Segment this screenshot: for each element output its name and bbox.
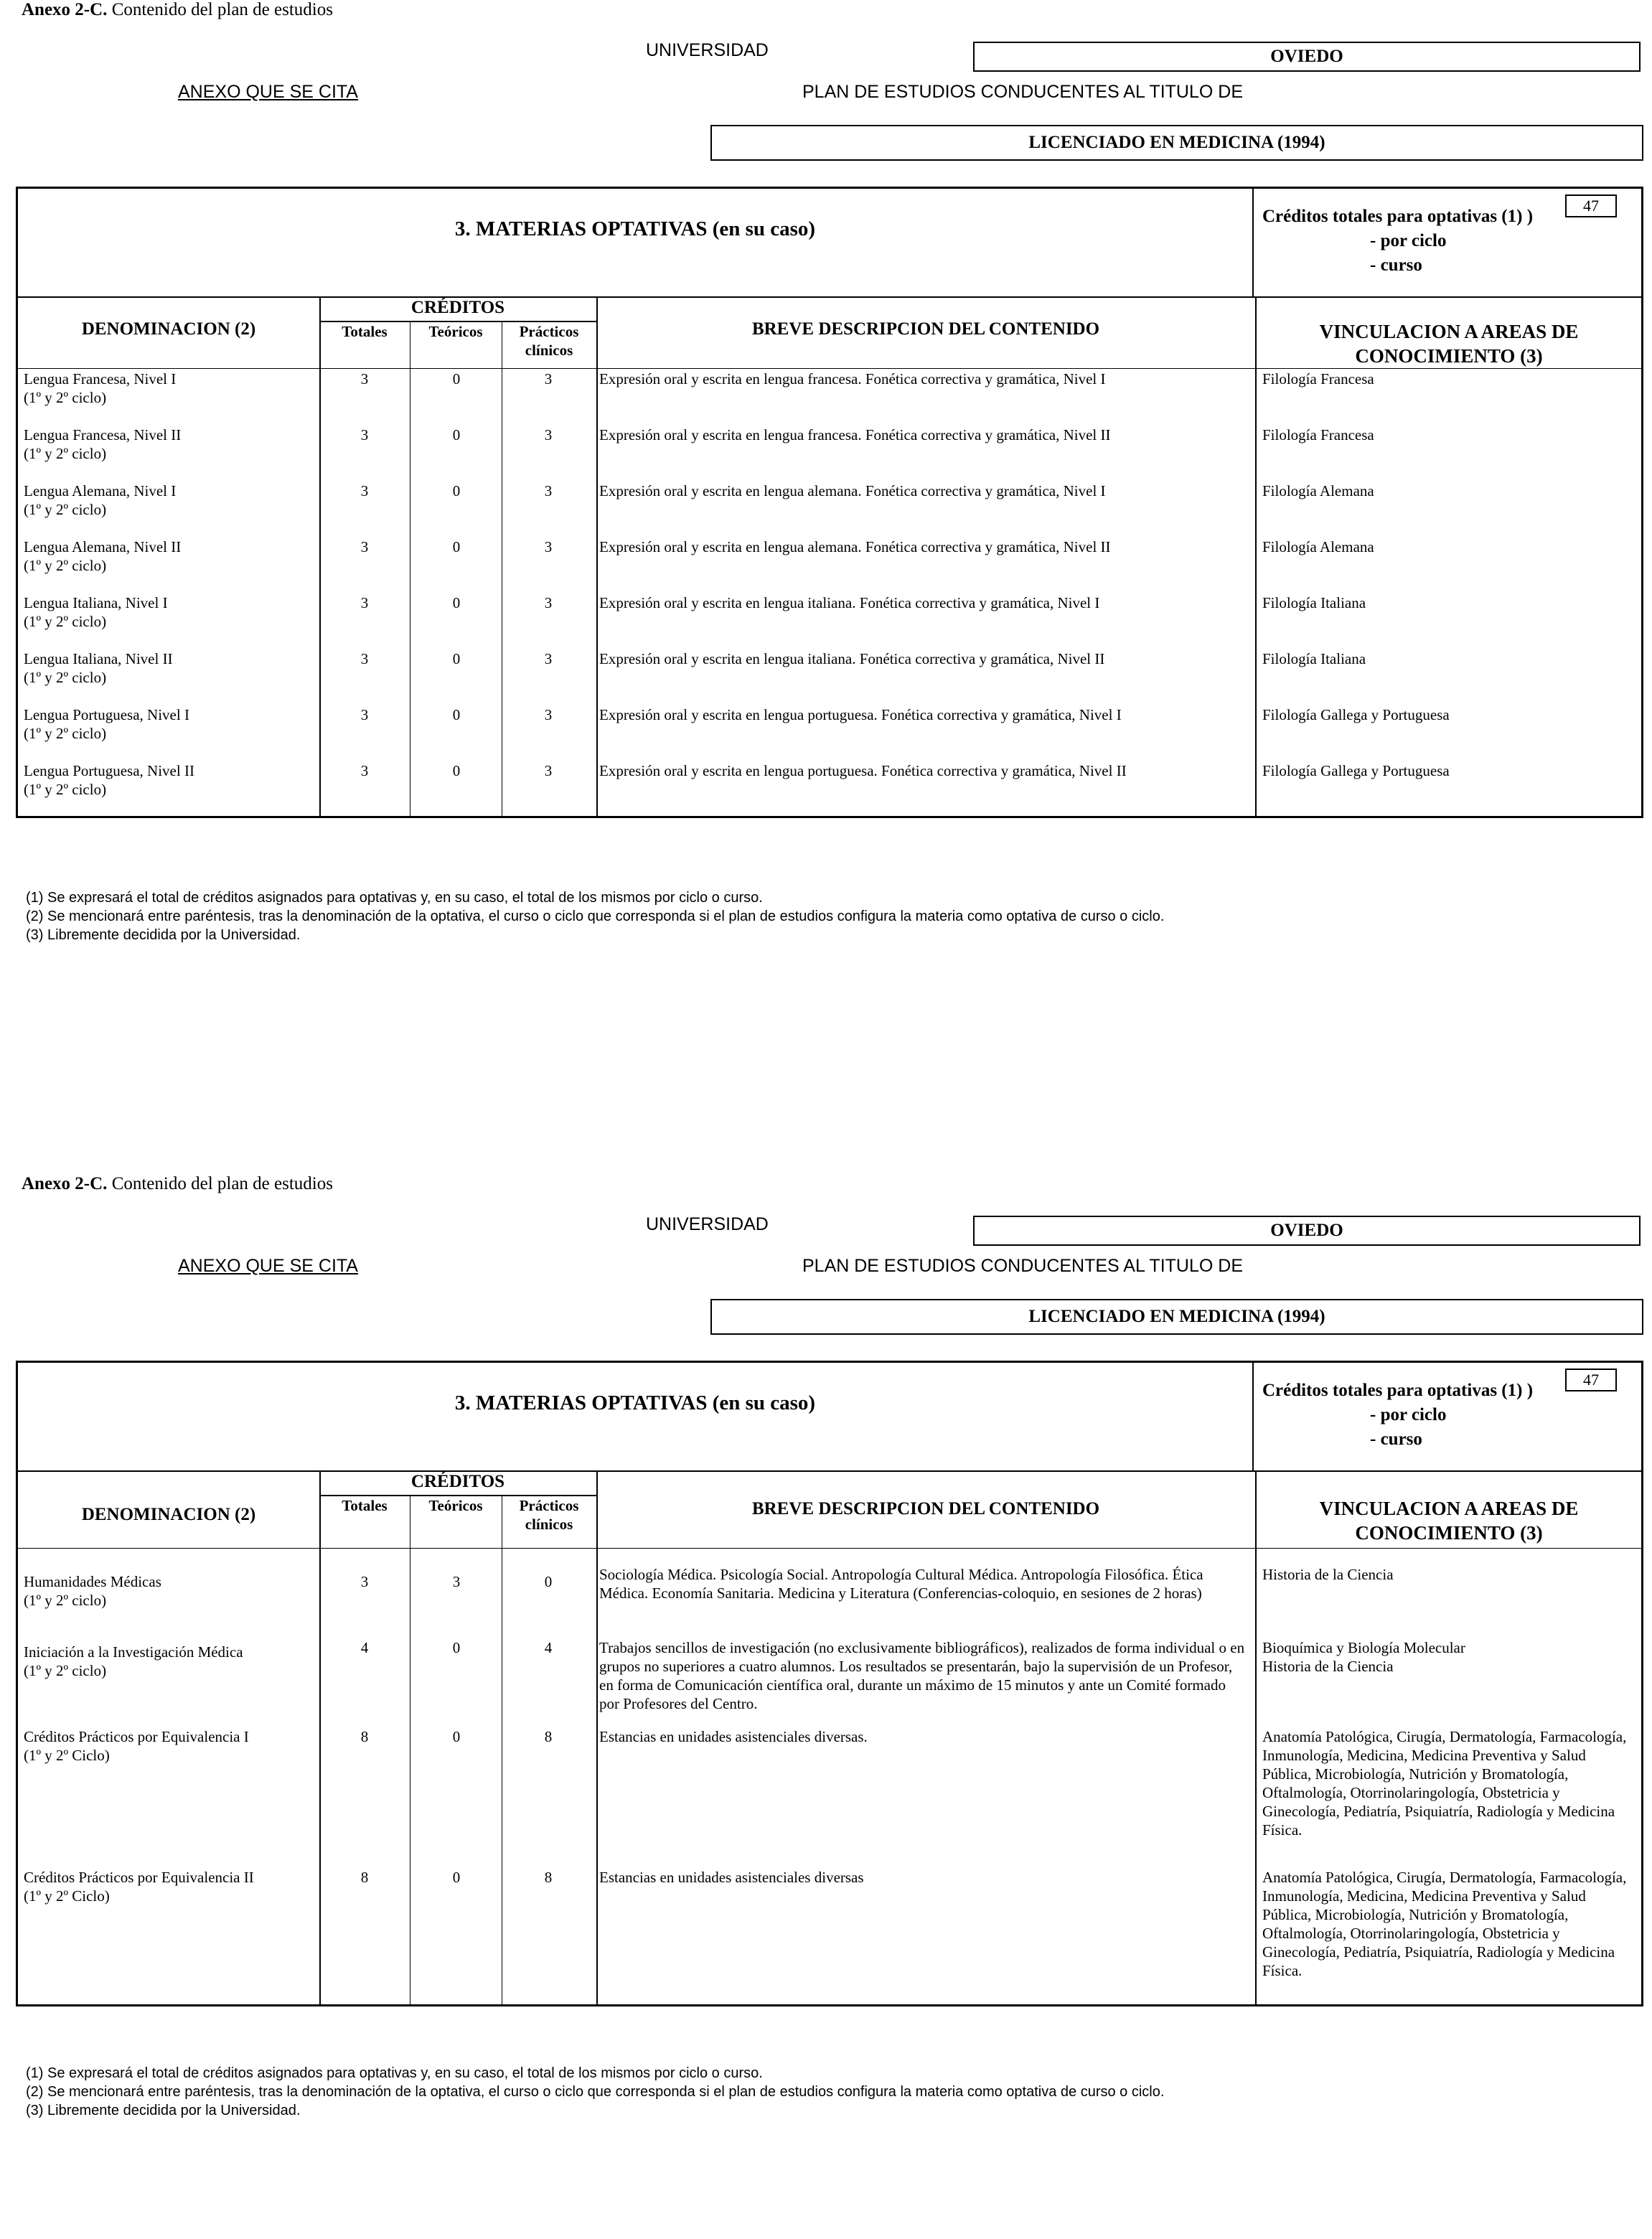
optativas-table: [16, 187, 1643, 818]
row-cycle: (1º y 2º ciclo): [24, 781, 107, 798]
header-divider: [1252, 189, 1254, 296]
col-vinculacion-line1: VINCULACION A AREAS DE: [1319, 1498, 1579, 1519]
col-creditos: CRÉDITOS: [410, 1472, 505, 1491]
col-vinculacion-line2: CONOCIMIENTO (3): [1355, 345, 1543, 367]
row-description: Expresión oral y escrita en lengua alemana. Fonética correctiva y gramática, Nivel II: [599, 538, 1111, 555]
curso-label: - curso: [1370, 255, 1422, 275]
row-practicos: 3: [544, 426, 553, 443]
universidad-box: OVIEDO: [973, 42, 1641, 72]
row-description: Estancias en unidades asistenciales diversas.: [599, 1728, 868, 1745]
row-totales: 3: [360, 762, 369, 779]
col-practicos-line2: clínicos: [525, 1516, 573, 1533]
plan-label: PLAN DE ESTUDIOS CONDUCENTES AL TITULO DE: [802, 1256, 1244, 1276]
row-teoricos: 0: [452, 1639, 461, 1656]
footnotes: [26, 888, 1164, 944]
row-area: Filología Italiana: [1262, 650, 1366, 667]
creditos-totales-value: 47: [1565, 194, 1617, 217]
table-top-header: [18, 1363, 1641, 1472]
annex-subtitle: Contenido del plan de estudios: [111, 0, 333, 19]
row-cycle: (1º y 2º ciclo): [24, 613, 107, 630]
col-line-5: [1255, 296, 1257, 818]
footnote-3: (3) Libremente decidida por la Universidad.: [26, 2103, 301, 2118]
col-practicos: [502, 322, 596, 360]
section-title: 3. MATERIAS OPTATIVAS (en su caso): [454, 1391, 816, 1414]
row-area: Filología Francesa: [1262, 370, 1374, 388]
plan-label: PLAN DE ESTUDIOS CONDUCENTES AL TITULO DE: [802, 82, 1244, 102]
row-practicos: 3: [544, 650, 553, 667]
row-totales: 3: [360, 426, 369, 443]
row-practicos: 8: [544, 1728, 553, 1745]
creditos-totales: [1262, 1379, 1533, 1452]
row-description: Sociología Médica. Psicología Social. Antropología Cultural Médica. Antropología Filosófica. Ética Médica. Economía Sanitaria. Medicina y Literatura (Conferencias-coloquio, en sesiones de 2 horas): [599, 1566, 1203, 1602]
col-totales: Totales: [342, 1497, 388, 1514]
row-name-text: Lengua Francesa, Nivel II: [24, 426, 182, 443]
row-name-text: Lengua Italiana, Nivel II: [24, 650, 173, 667]
footnote-1: (1) Se expresará el total de créditos asignados para optativas y, en su caso, el total de los mismos por ciclo o curso.: [26, 2065, 763, 2081]
row-name: [24, 761, 318, 799]
row-teoricos: 0: [452, 1728, 461, 1745]
col-teoricos: Teóricos: [428, 323, 483, 340]
row-area: Filología Alemana: [1262, 482, 1374, 499]
row-teoricos: 0: [452, 1869, 461, 1886]
footnote-1: (1) Se expresará el total de créditos asignados para optativas y, en su caso, el total de los mismos por ciclo o curso.: [26, 890, 763, 906]
annex-number: Anexo 2-C.: [22, 1174, 108, 1193]
col-vinculacion-line1: VINCULACION A AREAS DE: [1319, 321, 1579, 342]
universidad-label: UNIVERSIDAD: [646, 1214, 769, 1234]
row-name-text: Iniciación a la Investigación Médica: [24, 1643, 243, 1661]
row-name: [24, 649, 318, 687]
table-top-header: [18, 189, 1641, 298]
anexo-cita: ANEXO QUE SE CITA: [178, 82, 358, 102]
row-name: [24, 1572, 318, 1610]
col-line-4: [596, 1470, 598, 2006]
row-description: Estancias en unidades asistenciales diversas: [599, 1869, 864, 1886]
row-practicos: 3: [544, 538, 553, 555]
annex-title: [22, 1174, 333, 1194]
universidad-box: OVIEDO: [973, 1216, 1641, 1246]
col-denominacion: DENOMINACION (2): [81, 319, 256, 339]
col-practicos: [502, 1496, 596, 1534]
row-practicos: 8: [544, 1869, 553, 1886]
row-cycle: (1º y 2º Ciclo): [24, 1747, 110, 1764]
row-practicos: 3: [544, 594, 553, 611]
row-practicos: 3: [544, 370, 553, 388]
row-totales: 8: [360, 1728, 369, 1745]
row-name: [24, 370, 318, 407]
col-totales: Totales: [342, 323, 388, 340]
col-practicos-line2: clínicos: [525, 342, 573, 359]
row-cycle: (1º y 2º ciclo): [24, 501, 107, 518]
row-totales: 3: [360, 1573, 369, 1590]
document-page-2: [0, 1174, 1652, 2239]
footnotes: [26, 2064, 1164, 2120]
row-description: Trabajos sencillos de investigación (no exclusivamente bibliográficos), realizados de forma individual o en grupos no superiores a cuatro alumnos. Los resultados se presentarán, bajo la supervisión de un Profesor, en forma de Comunicación científica oral, durante un máximo de 15 minutos y ante un Comité formado por Profesores del Centro.: [599, 1639, 1245, 1712]
row-teoricos: 0: [452, 426, 461, 443]
col-vinculacion-line2: CONOCIMIENTO (3): [1355, 1522, 1543, 1544]
row-area: Bioquímica y Biología Molecular Historia de la Ciencia: [1262, 1639, 1465, 1675]
row-description: Expresión oral y escrita en lengua italiana. Fonética correctiva y gramática, Nivel II: [599, 650, 1105, 667]
curso-label: - curso: [1370, 1430, 1422, 1449]
col-practicos-line1: Prácticos: [519, 1497, 579, 1514]
row-teoricos: 0: [452, 650, 461, 667]
row-name-text: Créditos Prácticos por Equivalencia I: [24, 1728, 249, 1745]
optativas-table: [16, 1361, 1643, 2006]
annex-number: Anexo 2-C.: [22, 0, 108, 19]
col-vinculacion: [1255, 319, 1643, 368]
row-area: Anatomía Patológica, Cirugía, Dermatología, Farmacología, Inmunología, Medicina, Medicina Preventiva y Salud Pública, Microbiología, Nutrición y Bromatología, Oftalmología, Otorrinolaringología, Obstetricia y Ginecología, Pediatría, Psiquiatría, Radiología y Medicina Física.: [1262, 1869, 1627, 1979]
titulo-box: LICENCIADO EN MEDICINA (1994): [710, 1299, 1643, 1335]
row-description: Expresión oral y escrita en lengua portuguesa. Fonética correctiva y gramática, Nivel I: [599, 706, 1122, 723]
row-totales: 3: [360, 538, 369, 555]
row-name: [24, 538, 318, 575]
row-name-text: Lengua Alemana, Nivel I: [24, 482, 177, 499]
annex-title: [22, 0, 333, 20]
row-area: Filología Italiana: [1262, 594, 1366, 611]
row-name: [24, 593, 318, 631]
creditos-totales-value: 47: [1565, 1369, 1617, 1391]
header-bottom-line: [18, 1548, 1641, 1549]
col-line-4: [596, 296, 598, 818]
row-name: [24, 482, 318, 519]
footnote-3: (3) Libremente decidida por la Universidad.: [26, 927, 301, 943]
document-page-1: [0, 0, 1652, 1065]
row-name: [24, 705, 318, 743]
row-cycle: (1º y 2º ciclo): [24, 445, 107, 462]
row-totales: 3: [360, 650, 369, 667]
row-teoricos: 0: [452, 594, 461, 611]
row-name: [24, 1727, 318, 1765]
row-description: Expresión oral y escrita en lengua alemana. Fonética correctiva y gramática, Nivel I: [599, 482, 1106, 499]
row-name-text: Lengua Italiana, Nivel I: [24, 594, 168, 611]
col-practicos-line1: Prácticos: [519, 323, 579, 340]
col-descripcion: BREVE DESCRIPCION DEL CONTENIDO: [751, 1499, 1100, 1519]
row-area: Filología Gallega y Portuguesa: [1262, 706, 1450, 723]
row-totales: 3: [360, 370, 369, 388]
row-teoricos: 0: [452, 762, 461, 779]
row-area: Filología Alemana: [1262, 538, 1374, 555]
universidad-label: UNIVERSIDAD: [646, 40, 769, 60]
creditos-totales-label: Créditos totales para optativas (1) ): [1262, 1381, 1534, 1400]
row-description: Expresión oral y escrita en lengua francesa. Fonética correctiva y gramática, Nivel I: [599, 370, 1106, 388]
row-cycle: (1º y 2º ciclo): [24, 1662, 107, 1679]
row-practicos: 0: [544, 1573, 553, 1590]
section-title: 3. MATERIAS OPTATIVAS (en su caso): [454, 217, 816, 240]
col-line-5: [1255, 1470, 1257, 2006]
row-description: Expresión oral y escrita en lengua portuguesa. Fonética correctiva y gramática, Nivel II: [599, 762, 1127, 779]
row-teoricos: 0: [452, 370, 461, 388]
col-descripcion: BREVE DESCRIPCION DEL CONTENIDO: [751, 319, 1100, 339]
row-name-text: Lengua Alemana, Nivel II: [24, 538, 182, 555]
row-area: Filología Gallega y Portuguesa: [1262, 762, 1450, 779]
row-practicos: 3: [544, 482, 553, 499]
row-area: Filología Francesa: [1262, 426, 1374, 443]
row-area: Anatomía Patológica, Cirugía, Dermatología, Farmacología, Inmunología, Medicina, Medicina Preventiva y Salud Pública, Microbiología, Nutrición y Bromatología, Oftalmología, Otorrinolaringología, Obstetricia y Ginecología, Pediatría, Psiquiatría, Radiología y Medicina Física.: [1262, 1728, 1627, 1839]
row-practicos: 4: [544, 1639, 553, 1656]
por-ciclo-label: - por ciclo: [1370, 231, 1447, 250]
col-denominacion: DENOMINACION (2): [81, 1505, 256, 1524]
row-teoricos: 0: [452, 482, 461, 499]
header-divider: [1252, 1363, 1254, 1470]
row-name: [24, 1868, 318, 1905]
row-area: Historia de la Ciencia: [1262, 1566, 1394, 1583]
row-description: Expresión oral y escrita en lengua francesa. Fonética correctiva y gramática, Nivel II: [599, 426, 1111, 443]
col-teoricos: Teóricos: [428, 1497, 483, 1514]
row-practicos: 3: [544, 706, 553, 723]
row-name-text: Créditos Prácticos por Equivalencia II: [24, 1869, 254, 1886]
row-name: [24, 426, 318, 463]
row-teoricos: 0: [452, 538, 461, 555]
por-ciclo-label: - por ciclo: [1370, 1405, 1447, 1424]
row-totales: 3: [360, 594, 369, 611]
titulo-box: LICENCIADO EN MEDICINA (1994): [710, 125, 1643, 161]
row-cycle: (1º y 2º ciclo): [24, 725, 107, 742]
row-name-text: Lengua Portuguesa, Nivel II: [24, 762, 194, 779]
row-teoricos: 0: [452, 706, 461, 723]
col-creditos: CRÉDITOS: [410, 298, 505, 317]
header-bottom-line: [18, 368, 1641, 369]
row-totales: 3: [360, 706, 369, 723]
row-cycle: (1º y 2º ciclo): [24, 1592, 107, 1609]
row-cycle: (1º y 2º ciclo): [24, 389, 107, 406]
creditos-totales-label: Créditos totales para optativas (1) ): [1262, 207, 1534, 226]
row-name-text: Lengua Francesa, Nivel I: [24, 370, 177, 388]
row-name-text: Humanidades Médicas: [24, 1573, 161, 1590]
row-cycle: (1º y 2º ciclo): [24, 669, 107, 686]
footnote-2: (2) Se mencionará entre paréntesis, tras la denominación de la optativa, el curso o ciclo que corresponda si el plan de estudios configura la materia como optativa de curso o ciclo.: [26, 909, 1165, 924]
annex-subtitle: Contenido del plan de estudios: [111, 1174, 333, 1193]
row-cycle: (1º y 2º Ciclo): [24, 1887, 110, 1905]
row-name: [24, 1643, 318, 1680]
col-vinculacion: [1255, 1496, 1643, 1545]
row-totales: 3: [360, 482, 369, 499]
footnote-2: (2) Se mencionará entre paréntesis, tras la denominación de la optativa, el curso o ciclo que corresponda si el plan de estudios configura la materia como optativa de curso o ciclo.: [26, 2084, 1165, 2100]
creditos-totales: [1262, 205, 1533, 278]
row-totales: 4: [360, 1639, 369, 1656]
row-teoricos: 3: [452, 1573, 461, 1590]
row-practicos: 3: [544, 762, 553, 779]
row-name-text: Lengua Portuguesa, Nivel I: [24, 706, 189, 723]
row-cycle: (1º y 2º ciclo): [24, 557, 107, 574]
anexo-cita: ANEXO QUE SE CITA: [178, 1256, 358, 1276]
row-description: Expresión oral y escrita en lengua italiana. Fonética correctiva y gramática, Nivel I: [599, 594, 1100, 611]
row-totales: 8: [360, 1869, 369, 1886]
